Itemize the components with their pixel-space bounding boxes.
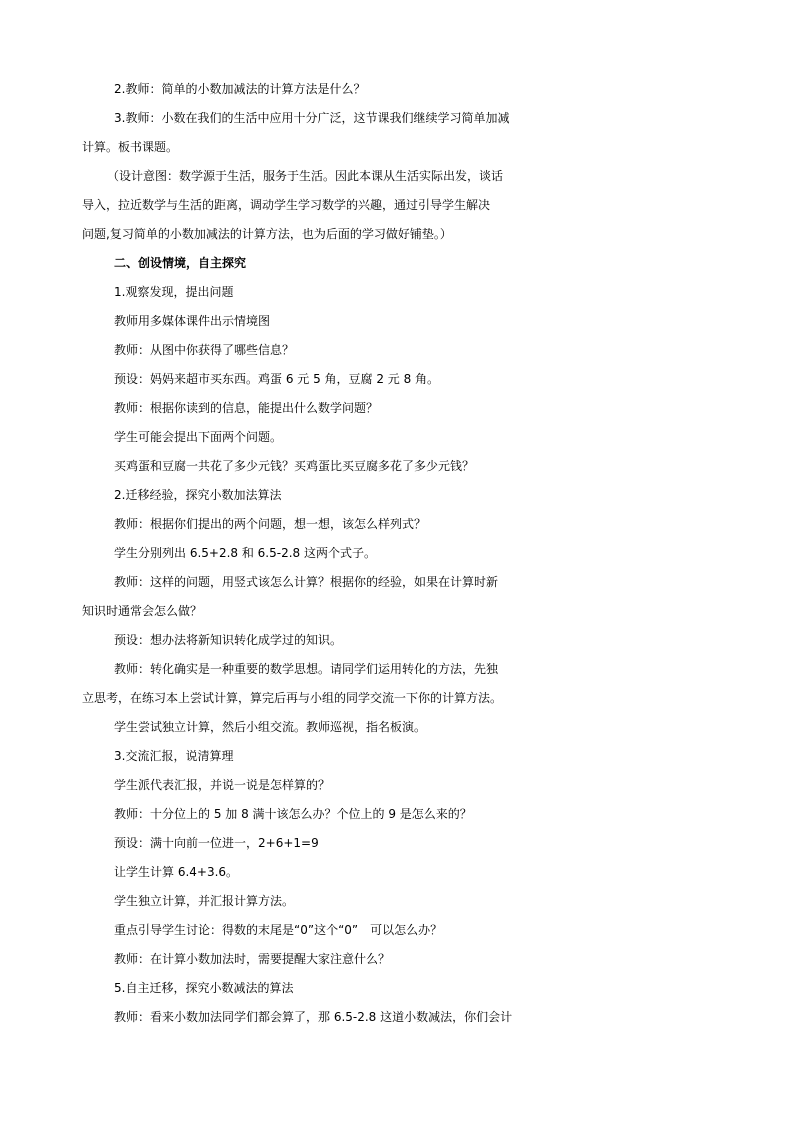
- paragraph-line: 学生独立计算，并汇报计算方法。: [114, 894, 295, 908]
- design-intent-line-3: 问题,复习简单的小数加减法的计算方法，也为后面的学习做好铺垫。）: [82, 227, 452, 241]
- paragraph-line: 买鸡蛋和豆腐一共花了多少元钱？买鸡蛋比买豆腐多花了多少元钱？: [114, 459, 475, 473]
- paragraph-line: 教师：根据你们提出的两个问题，想一想，该怎么样列式？: [114, 517, 427, 531]
- paragraph-line: 教师：从图中你获得了哪些信息？: [114, 343, 295, 357]
- paragraph-line: 学生派代表汇报，并说一说是怎样算的？: [114, 778, 331, 792]
- paragraph-line: 教师用多媒体课件出示情境图: [114, 314, 271, 328]
- section-heading: 二、创设情境，自主探究: [114, 256, 247, 270]
- design-intent-line-2: 导入，拉近数学与生活的距离，调动学生学习数学的兴趣，通过引导学生解决: [82, 198, 491, 212]
- paragraph-line: 预设：想办法将新知识转化成学过的知识。: [114, 633, 343, 647]
- subsection-5-heading: 5.自主迁移，探究小数减法的算法: [114, 981, 294, 995]
- paragraph-line: 学生尝试独立计算，然后小组交流。教师巡视，指名板演。: [114, 720, 427, 734]
- paragraph-line: 学生可能会提出下面两个问题。: [114, 430, 283, 444]
- paragraph-line: 教师：在计算小数加法时，需要提醒大家注意什么？: [114, 952, 391, 966]
- design-intent-line-1: （设计意图：数学源于生活，服务于生活。因此本课从生活实际出发，谈话: [107, 169, 504, 183]
- paragraph-line: 教师：这样的问题，用竖式该怎么计算？根据你的经验，如果在计算时新: [114, 575, 499, 589]
- subsection-3-heading: 3.交流汇报，说清算理: [114, 749, 234, 763]
- subsection-1-heading: 1.观察发现，提出问题: [114, 285, 234, 299]
- paragraph-line: 预设：妈妈来超市买东西。鸡蛋 6 元 5 角，豆腐 2 元 8 角。: [114, 372, 440, 386]
- paragraph-line: 重点引导学生讨论：得数的末尾是“0”这个“0” 可以怎么办？: [114, 923, 443, 937]
- paragraph-line: 预设：满十向前一位进一，2+6+1=9: [114, 836, 319, 850]
- continuation-line: 计算。板书课题。: [82, 140, 179, 154]
- paragraph-line: 学生分别列出 6.5+2.8 和 6.5-2.8 这两个式子。: [114, 546, 376, 560]
- question-2-line: 2.教师：简单的小数加减法的计算方法是什么？: [114, 82, 366, 96]
- question-3-line: 3.教师：小数在我们的生活中应用十分广泛，这节课我们继续学习简单加减: [114, 111, 510, 125]
- paragraph-line: 教师：转化确实是一种重要的数学思想。请同学们运用转化的方法，先独: [114, 662, 499, 676]
- paragraph-line: 教师：看来小数加法同学们都会算了，那 6.5-2.8 这道小数减法，你们会计: [114, 1010, 513, 1024]
- paragraph-line: 让学生计算 6.4+3.6。: [114, 865, 239, 879]
- paragraph-line: 知识时通常会怎么做？: [82, 604, 203, 618]
- paragraph-line: 立思考，在练习本上尝试计算，算完后再与小组的同学交流一下你的计算方法。: [82, 691, 503, 705]
- paragraph-line: 教师：十分位上的 5 加 8 满十该怎么办？个位上的 9 是怎么来的？: [114, 807, 472, 821]
- paragraph-line: 教师：根据你读到的信息，能提出什么数学问题？: [114, 401, 379, 415]
- subsection-2-heading: 2.迁移经验，探究小数加法算法: [114, 488, 282, 502]
